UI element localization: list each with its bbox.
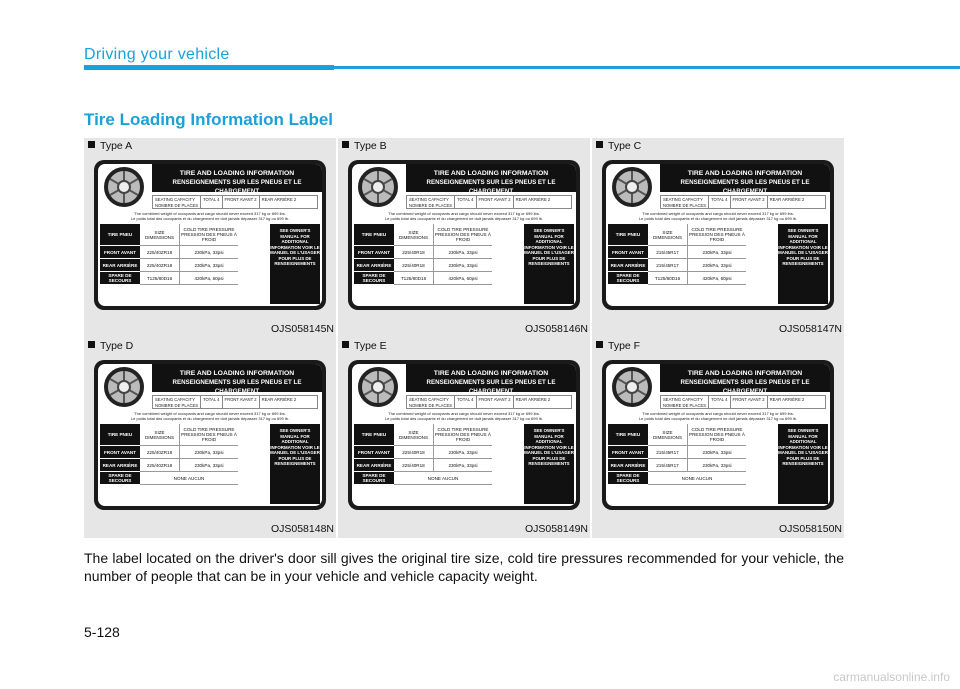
label-cell	[84, 138, 336, 338]
square-bullet-icon	[88, 141, 95, 148]
tire-label-image	[94, 160, 326, 310]
type-label	[88, 340, 133, 352]
image-code: OJS058149N	[524, 523, 588, 535]
type-label	[342, 140, 387, 152]
image-code: OJS058145N	[270, 323, 334, 335]
tire-label-image	[348, 360, 580, 510]
combined-weight: The combined weight of occupants and cargo should never exceed 317 kg or 699 lbs. Le poids total des occupants et du chargement ne doit jamais dépasser 317 kg ou 699 lb.	[130, 211, 290, 221]
wheel-icon	[612, 167, 652, 207]
seating-capacity: SEATING CAPACITY NOMBRE DE PLACES TOTAL 4 FRONT AVANT 2 REAR ARRIÈRE 2	[660, 195, 826, 209]
tire-label-image	[602, 160, 834, 310]
combined-weight: The combined weight of occupants and cargo should never exceed 317 kg or 699 lbs. Le poids total des occupants et du chargement ne doit jamais dépasser 317 kg ou 699 lb.	[384, 411, 544, 421]
tire-table: TIRE PNEU SIZE DIMENSIONS COLD TIRE PRESSURE PRESSION DES PNEUS À FROID FRONT AVANT 225/40R18 230kPa, 33psi REAR ARRIÈRE 225/40R18 230kPa, 33psi SPARE DE SECOURS NONE AUCUN SEE OWNER'S MANUAL FOR ADDITIONAL INFORMATION VOIR LE MANUEL DE L'USAGER POUR PLUS DE RENSEIGNEMENTS	[354, 424, 574, 504]
label-header: TIRE AND LOADING INFORMATION RENSEIGNEMENTS SUR LES PNEUS ET LE CHARGEMENT	[660, 164, 830, 192]
label-cell	[338, 138, 590, 338]
square-bullet-icon	[342, 141, 349, 148]
section-title: Driving your vehicle	[84, 46, 230, 63]
seating-capacity: SEATING CAPACITY NOMBRE DE PLACES TOTAL 4 FRONT AVANT 2 REAR ARRIÈRE 2	[152, 395, 318, 409]
square-bullet-icon	[88, 341, 95, 348]
watermark: carmanualsonline.info	[833, 670, 950, 684]
tire-label-image	[602, 360, 834, 510]
owner-manual-note: SEE OWNER'S MANUAL FOR ADDITIONAL INFORMATION VOIR LE MANUEL DE L'USAGER POUR PLUS DE RENSEIGNEMENTS	[524, 424, 574, 504]
square-bullet-icon	[596, 341, 603, 348]
seating-capacity: SEATING CAPACITY NOMBRE DE PLACES TOTAL 4 FRONT AVANT 2 REAR ARRIÈRE 2	[660, 395, 826, 409]
type-label	[88, 140, 132, 152]
image-code: OJS058146N	[524, 323, 588, 335]
type-name: Type A	[100, 140, 133, 152]
label-cell	[338, 338, 590, 538]
wheel-icon	[358, 167, 398, 207]
type-label	[596, 340, 640, 352]
tire-table: TIRE PNEU SIZE DIMENSIONS COLD TIRE PRESSURE PRESSION DES PNEUS À FROID FRONT AVANT 225/40ZR18 230kPa, 33psi REAR ARRIÈRE 225/40ZR18 230kPa, 33psi SPARE DE SECOURS T125/80D16 420kPa, 60psi SEE OWNER'S MANUAL FOR ADDITIONAL INFORMATION VOIR LE MANUEL DE L'USAGER POUR PLUS DE RENSEIGNEMENTS	[100, 224, 320, 304]
label-header: TIRE AND LOADING INFORMATION RENSEIGNEMENTS SUR LES PNEUS ET LE CHARGEMENT	[152, 364, 322, 392]
page-number: 5-128	[84, 624, 120, 640]
tire-table: TIRE PNEU SIZE DIMENSIONS COLD TIRE PRESSURE PRESSION DES PNEUS À FROID FRONT AVANT 215/45R17 230kPa, 33psi REAR ARRIÈRE 215/45R17 230kPa, 33psi SPARE DE SECOURS NONE AUCUN SEE OWNER'S MANUAL FOR ADDITIONAL INFORMATION VOIR LE MANUEL DE L'USAGER POUR PLUS DE RENSEIGNEMENTS	[608, 424, 828, 504]
seating-capacity: SEATING CAPACITY NOMBRE DE PLACES TOTAL 4 FRONT AVANT 2 REAR ARRIÈRE 2	[152, 195, 318, 209]
wheel-icon	[104, 367, 144, 407]
seating-capacity: SEATING CAPACITY NOMBRE DE PLACES TOTAL 4 FRONT AVANT 2 REAR ARRIÈRE 2	[406, 195, 572, 209]
label-header: TIRE AND LOADING INFORMATION RENSEIGNEMENTS SUR LES PNEUS ET LE CHARGEMENT	[406, 164, 576, 192]
square-bullet-icon	[342, 341, 349, 348]
combined-weight: The combined weight of occupants and cargo should never exceed 317 kg or 699 lbs. Le poids total des occupants et du chargement ne doit jamais dépasser 317 kg ou 699 lb.	[384, 211, 544, 221]
square-bullet-icon	[596, 141, 603, 148]
owner-manual-note: SEE OWNER'S MANUAL FOR ADDITIONAL INFORMATION VOIR LE MANUEL DE L'USAGER POUR PLUS DE RENSEIGNEMENTS	[778, 224, 828, 304]
wheel-icon	[612, 367, 652, 407]
type-name: Type B	[354, 140, 387, 152]
label-cell	[592, 138, 844, 338]
type-name: Type E	[354, 340, 387, 352]
header-rule	[84, 66, 960, 69]
tire-table: TIRE PNEU SIZE DIMENSIONS COLD TIRE PRESSURE PRESSION DES PNEUS À FROID FRONT AVANT 225/40ZR18 230kPa, 33psi REAR ARRIÈRE 225/40ZR18 230kPa, 33psi SPARE DE SECOURS NONE AUCUN SEE OWNER'S MANUAL FOR ADDITIONAL INFORMATION VOIR LE MANUEL DE L'USAGER POUR PLUS DE RENSEIGNEMENTS	[100, 424, 320, 504]
combined-weight: The combined weight of occupants and cargo should never exceed 317 kg or 699 lbs. Le poids total des occupants et du chargement ne doit jamais dépasser 317 kg ou 699 lb.	[638, 411, 798, 421]
tire-table: TIRE PNEU SIZE DIMENSIONS COLD TIRE PRESSURE PRESSION DES PNEUS À FROID FRONT AVANT 225/40R18 230kPa, 33psi REAR ARRIÈRE 225/40R18 230kPa, 33psi SPARE DE SECOURS T125/80D16 420kPa, 60psi SEE OWNER'S MANUAL FOR ADDITIONAL INFORMATION VOIR LE MANUEL DE L'USAGER POUR PLUS DE RENSEIGNEMENTS	[354, 224, 574, 304]
type-name: Type D	[100, 340, 134, 352]
type-name: Type C	[608, 140, 642, 152]
type-label	[596, 140, 641, 152]
seating-capacity: SEATING CAPACITY NOMBRE DE PLACES TOTAL 4 FRONT AVANT 2 REAR ARRIÈRE 2	[406, 395, 572, 409]
tire-label-image	[94, 360, 326, 510]
type-label	[342, 340, 387, 352]
wheel-icon	[104, 167, 144, 207]
body-paragraph: The label located on the driver's door sill gives the original tire size, cold tire pressures recommended for your vehicle, the number of people that can be in your vehicle and vehicle capacity weight.	[84, 550, 844, 584]
label-cell	[592, 338, 844, 538]
owner-manual-note: SEE OWNER'S MANUAL FOR ADDITIONAL INFORMATION VOIR LE MANUEL DE L'USAGER POUR PLUS DE RENSEIGNEMENTS	[270, 224, 320, 304]
owner-manual-note: SEE OWNER'S MANUAL FOR ADDITIONAL INFORMATION VOIR LE MANUEL DE L'USAGER POUR PLUS DE RENSEIGNEMENTS	[778, 424, 828, 504]
owner-manual-note: SEE OWNER'S MANUAL FOR ADDITIONAL INFORMATION VOIR LE MANUEL DE L'USAGER POUR PLUS DE RENSEIGNEMENTS	[524, 224, 574, 304]
tire-label-image	[348, 160, 580, 310]
image-code: OJS058148N	[270, 523, 334, 535]
type-name: Type F	[608, 340, 641, 352]
label-header: TIRE AND LOADING INFORMATION RENSEIGNEMENTS SUR LES PNEUS ET LE CHARGEMENT	[152, 164, 322, 192]
combined-weight: The combined weight of occupants and cargo should never exceed 317 kg or 699 lbs. Le poids total des occupants et du chargement ne doit jamais dépasser 317 kg ou 699 lb.	[638, 211, 798, 221]
label-cell	[84, 338, 336, 538]
image-code: OJS058150N	[778, 523, 842, 535]
page-heading: Tire Loading Information Label	[84, 110, 334, 129]
tire-table: TIRE PNEU SIZE DIMENSIONS COLD TIRE PRESSURE PRESSION DES PNEUS À FROID FRONT AVANT 215/45R17 230kPa, 33psi REAR ARRIÈRE 215/45R17 230kPa, 33psi SPARE DE SECOURS T125/80D16 420kPa, 60psi SEE OWNER'S MANUAL FOR ADDITIONAL INFORMATION VOIR LE MANUEL DE L'USAGER POUR PLUS DE RENSEIGNEMENTS	[608, 224, 828, 304]
combined-weight: The combined weight of occupants and cargo should never exceed 317 kg or 699 lbs. Le poids total des occupants et du chargement ne doit jamais dépasser 317 kg ou 699 lb.	[130, 411, 290, 421]
label-header: TIRE AND LOADING INFORMATION RENSEIGNEMENTS SUR LES PNEUS ET LE CHARGEMENT	[406, 364, 576, 392]
image-code: OJS058147N	[778, 323, 842, 335]
label-header: TIRE AND LOADING INFORMATION RENSEIGNEMENTS SUR LES PNEUS ET LE CHARGEMENT	[660, 364, 830, 392]
wheel-icon	[358, 367, 398, 407]
owner-manual-note: SEE OWNER'S MANUAL FOR ADDITIONAL INFORMATION VOIR LE MANUEL DE L'USAGER POUR PLUS DE RENSEIGNEMENTS	[270, 424, 320, 504]
